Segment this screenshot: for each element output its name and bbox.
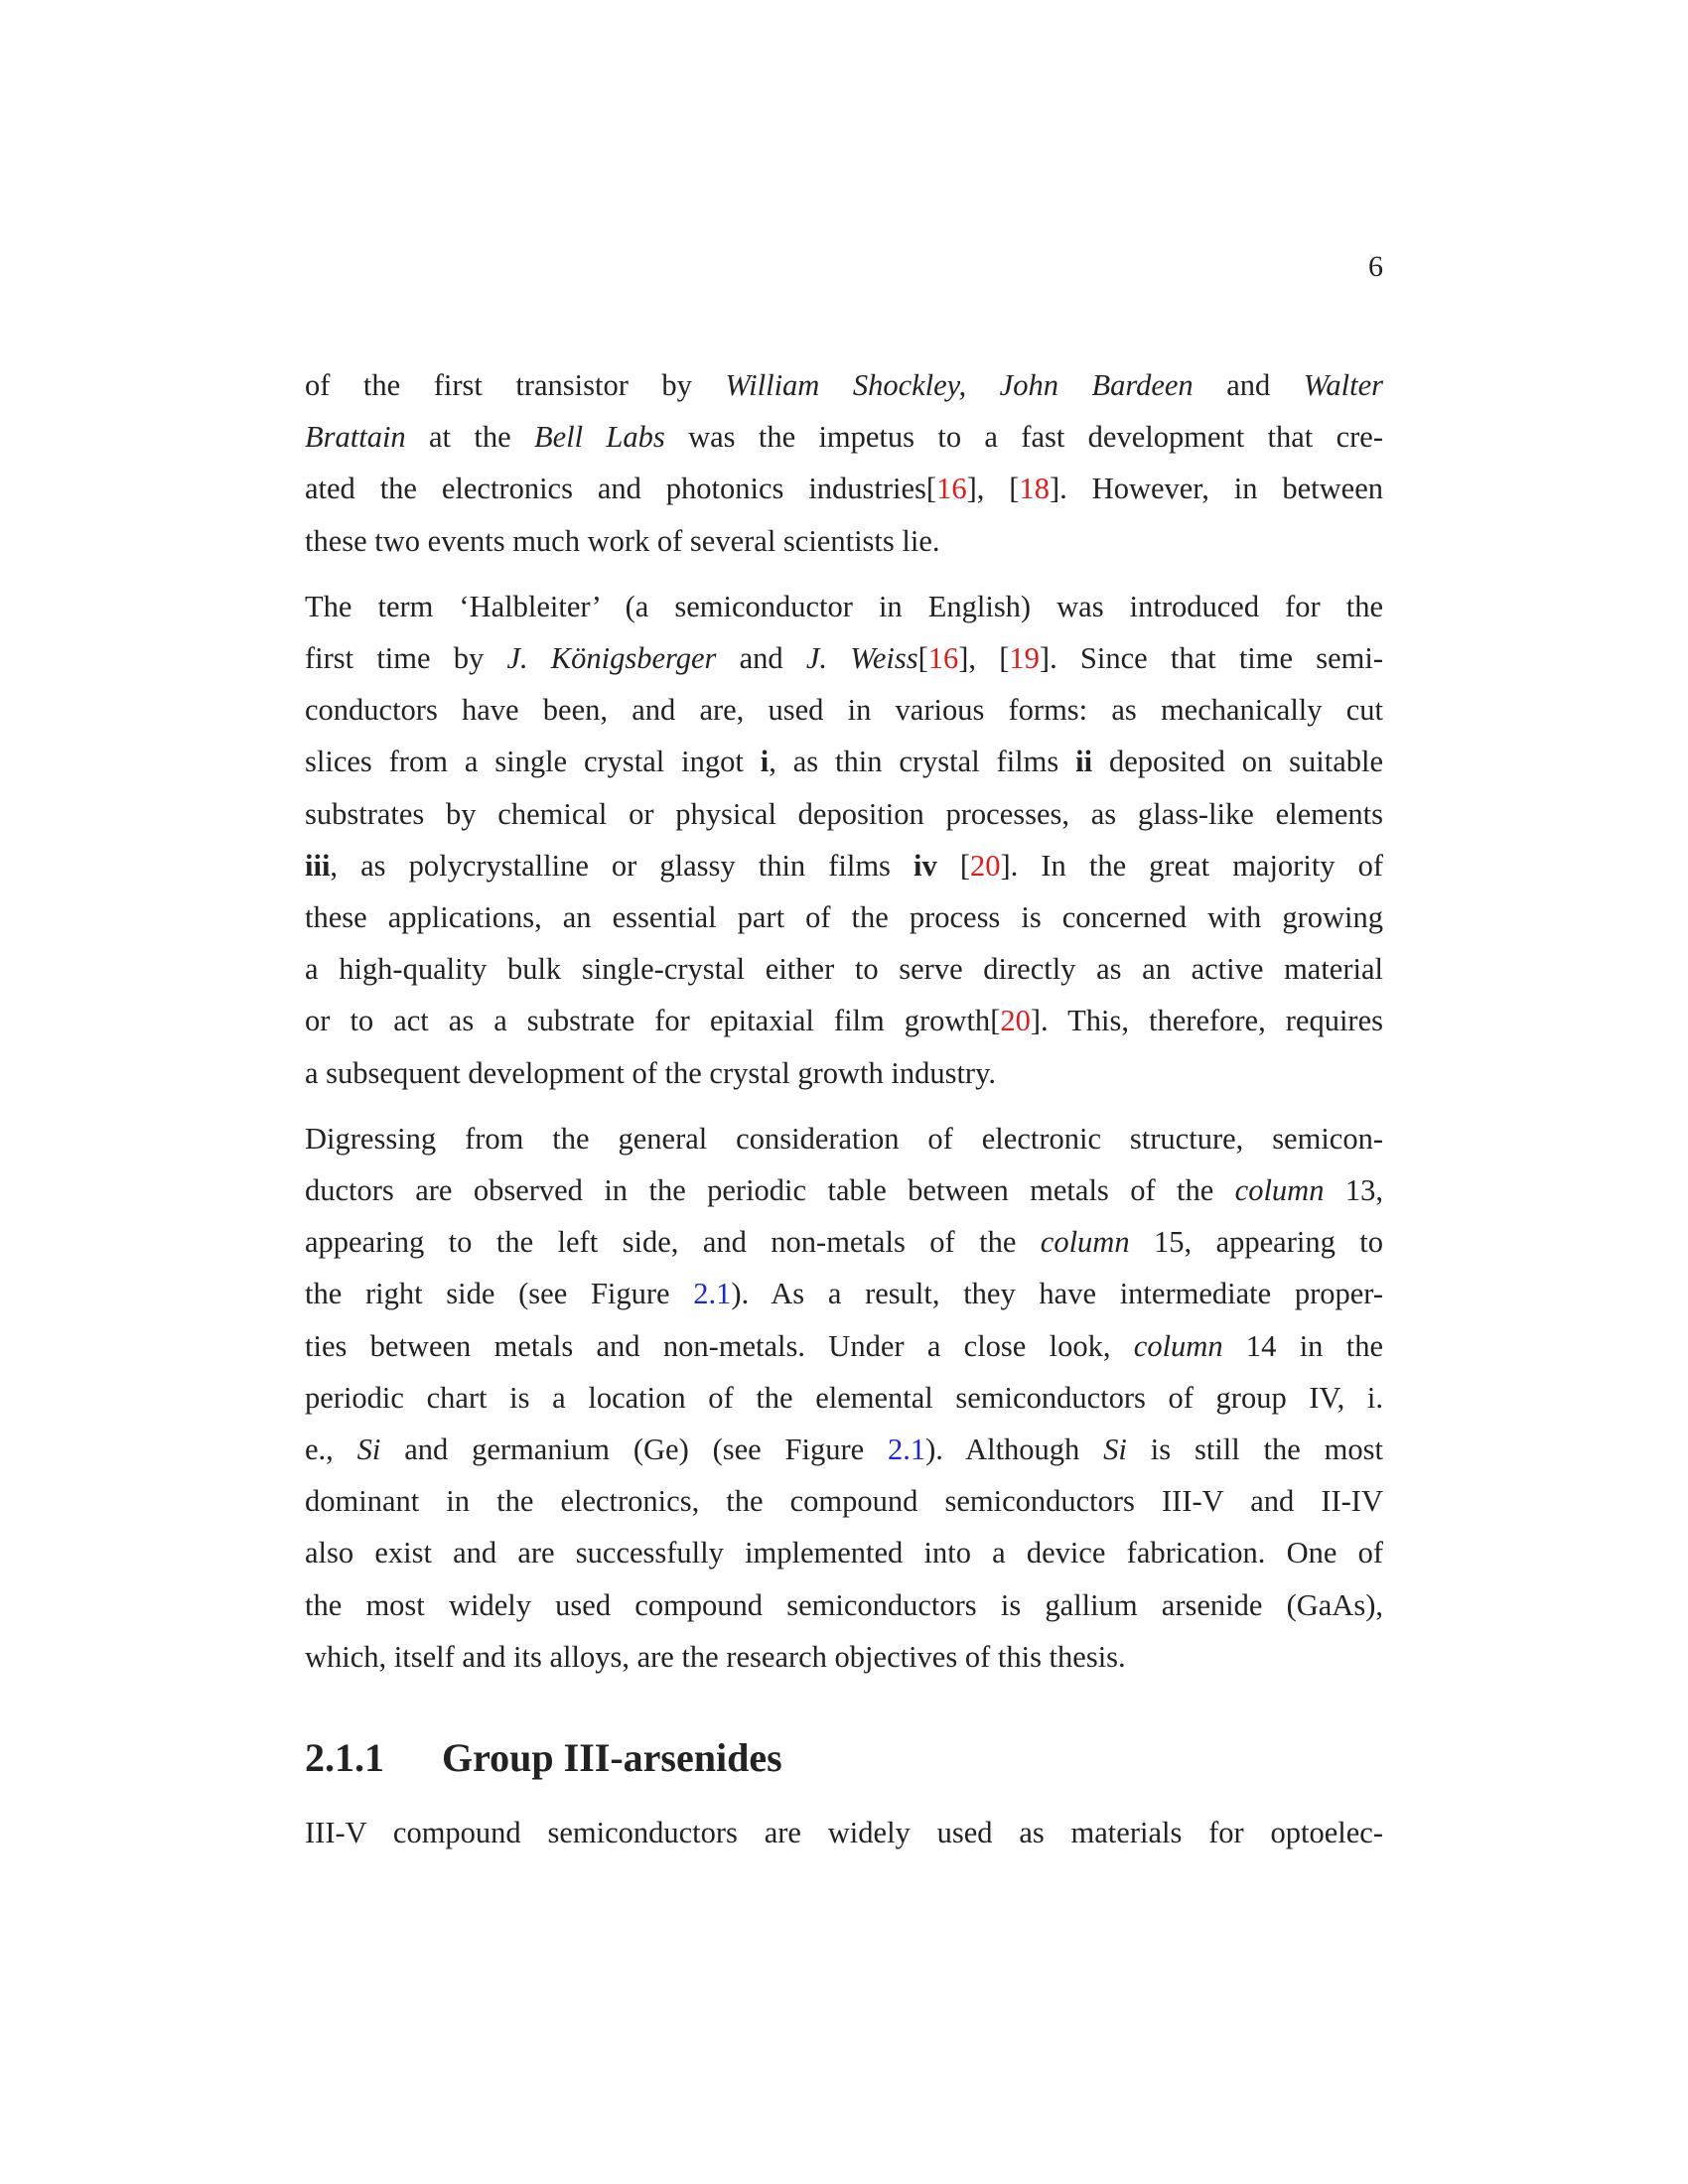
text-line: a subsequent development of the crystal growth industry. [305,1055,996,1090]
figure-reference-link[interactable]: 2.1 [693,1277,732,1311]
text-line: of the first transistor by William Shockley, John Bardeen and Walter [305,368,1383,402]
text-line: ties between metals and non-metals. Under a close look, column 14 in the [305,1328,1383,1363]
text-line: iii, as polycrystalline or glassy thin films iv [20]. In the great majority of [305,848,1384,883]
text-line: a high-quality bulk single-crystal either to serve directly as an active material [305,952,1383,987]
citation-link[interactable]: 18 [1019,472,1050,506]
citation-link[interactable]: 20 [1000,1004,1031,1038]
text-line: Digressing from the general consideration of electronic structure, semicon- [305,1121,1383,1156]
citation-link[interactable]: 16 [927,641,959,676]
text-line: III-V compound semiconductors are widely used as materials for optoelec- [305,1816,1383,1849]
text-line: ductors are observed in the periodic table between metals of the column 13, [305,1173,1383,1208]
text-line: e., Si and germanium (Ge) (see Figure 2.1). Although Si is still the most [305,1433,1383,1467]
text-line: dominant in the electronics, the compound semiconductors III-V and II-IV [305,1484,1383,1519]
text-line: slices from a single crystal ingot i, as thin crystal films ii deposited on suitable [305,745,1384,779]
citation-link[interactable]: 20 [970,848,1001,883]
text-line: or to act as a substrate for epitaxial film growth[20]. This, therefore, requires [305,1004,1383,1038]
citation-link[interactable]: 19 [1009,641,1040,676]
text-line: substrates by chemical or physical deposition processes, as glass-like elements [305,796,1383,831]
text-line: which, itself and its alloys, are the research objectives of this thesis. [305,1639,1126,1674]
text-line: also exist and are successfully implemented into a device fabrication. One of [305,1536,1383,1570]
text-line: appearing to the left side, and non-metals of the column 15, appearing to [305,1225,1383,1260]
text-line: first time by J. Königsberger and J. Weiss[16], [19]. Since that time semi- [305,641,1383,676]
page-number: 6 [1368,250,1383,283]
text-line: Brattain at the Bell Labs was the impetus to a fast development that cre- [305,420,1383,455]
paragraph-3 [305,1113,1383,1683]
text-line: conductors have been, and are, used in various forms: as mechanically cut [305,693,1383,728]
text-line: the right side (see Figure 2.1). As a result, they have intermediate proper- [305,1277,1383,1311]
text-line: periodic chart is a location of the elemental semiconductors of group IV, i. [305,1380,1383,1415]
paragraph-1 [305,359,1383,567]
text-line: the most widely used compound semiconductors is gallium arsenide (GaAs), [305,1587,1383,1622]
paragraph-2 [305,581,1383,1099]
figure-reference-link[interactable]: 2.1 [888,1433,926,1467]
text-line: ated the electronics and photonics industries[16], [18]. However, in between [305,472,1383,506]
section-number: 2.1.1 [305,1735,384,1780]
text-line: these two events much work of several scientists lie. [305,523,940,558]
body-text [305,359,1383,1697]
section-heading [305,1734,782,1781]
text-line: these applications, an essential part of the process is concerned with growing [305,900,1383,935]
section-body-text [305,1807,1383,1858]
section-title: Group III-arsenides [442,1735,782,1780]
citation-link[interactable]: 16 [936,472,967,506]
text-line: The term ‘Halbleiter’ (a semiconductor in English) was introduced for the [305,589,1383,623]
